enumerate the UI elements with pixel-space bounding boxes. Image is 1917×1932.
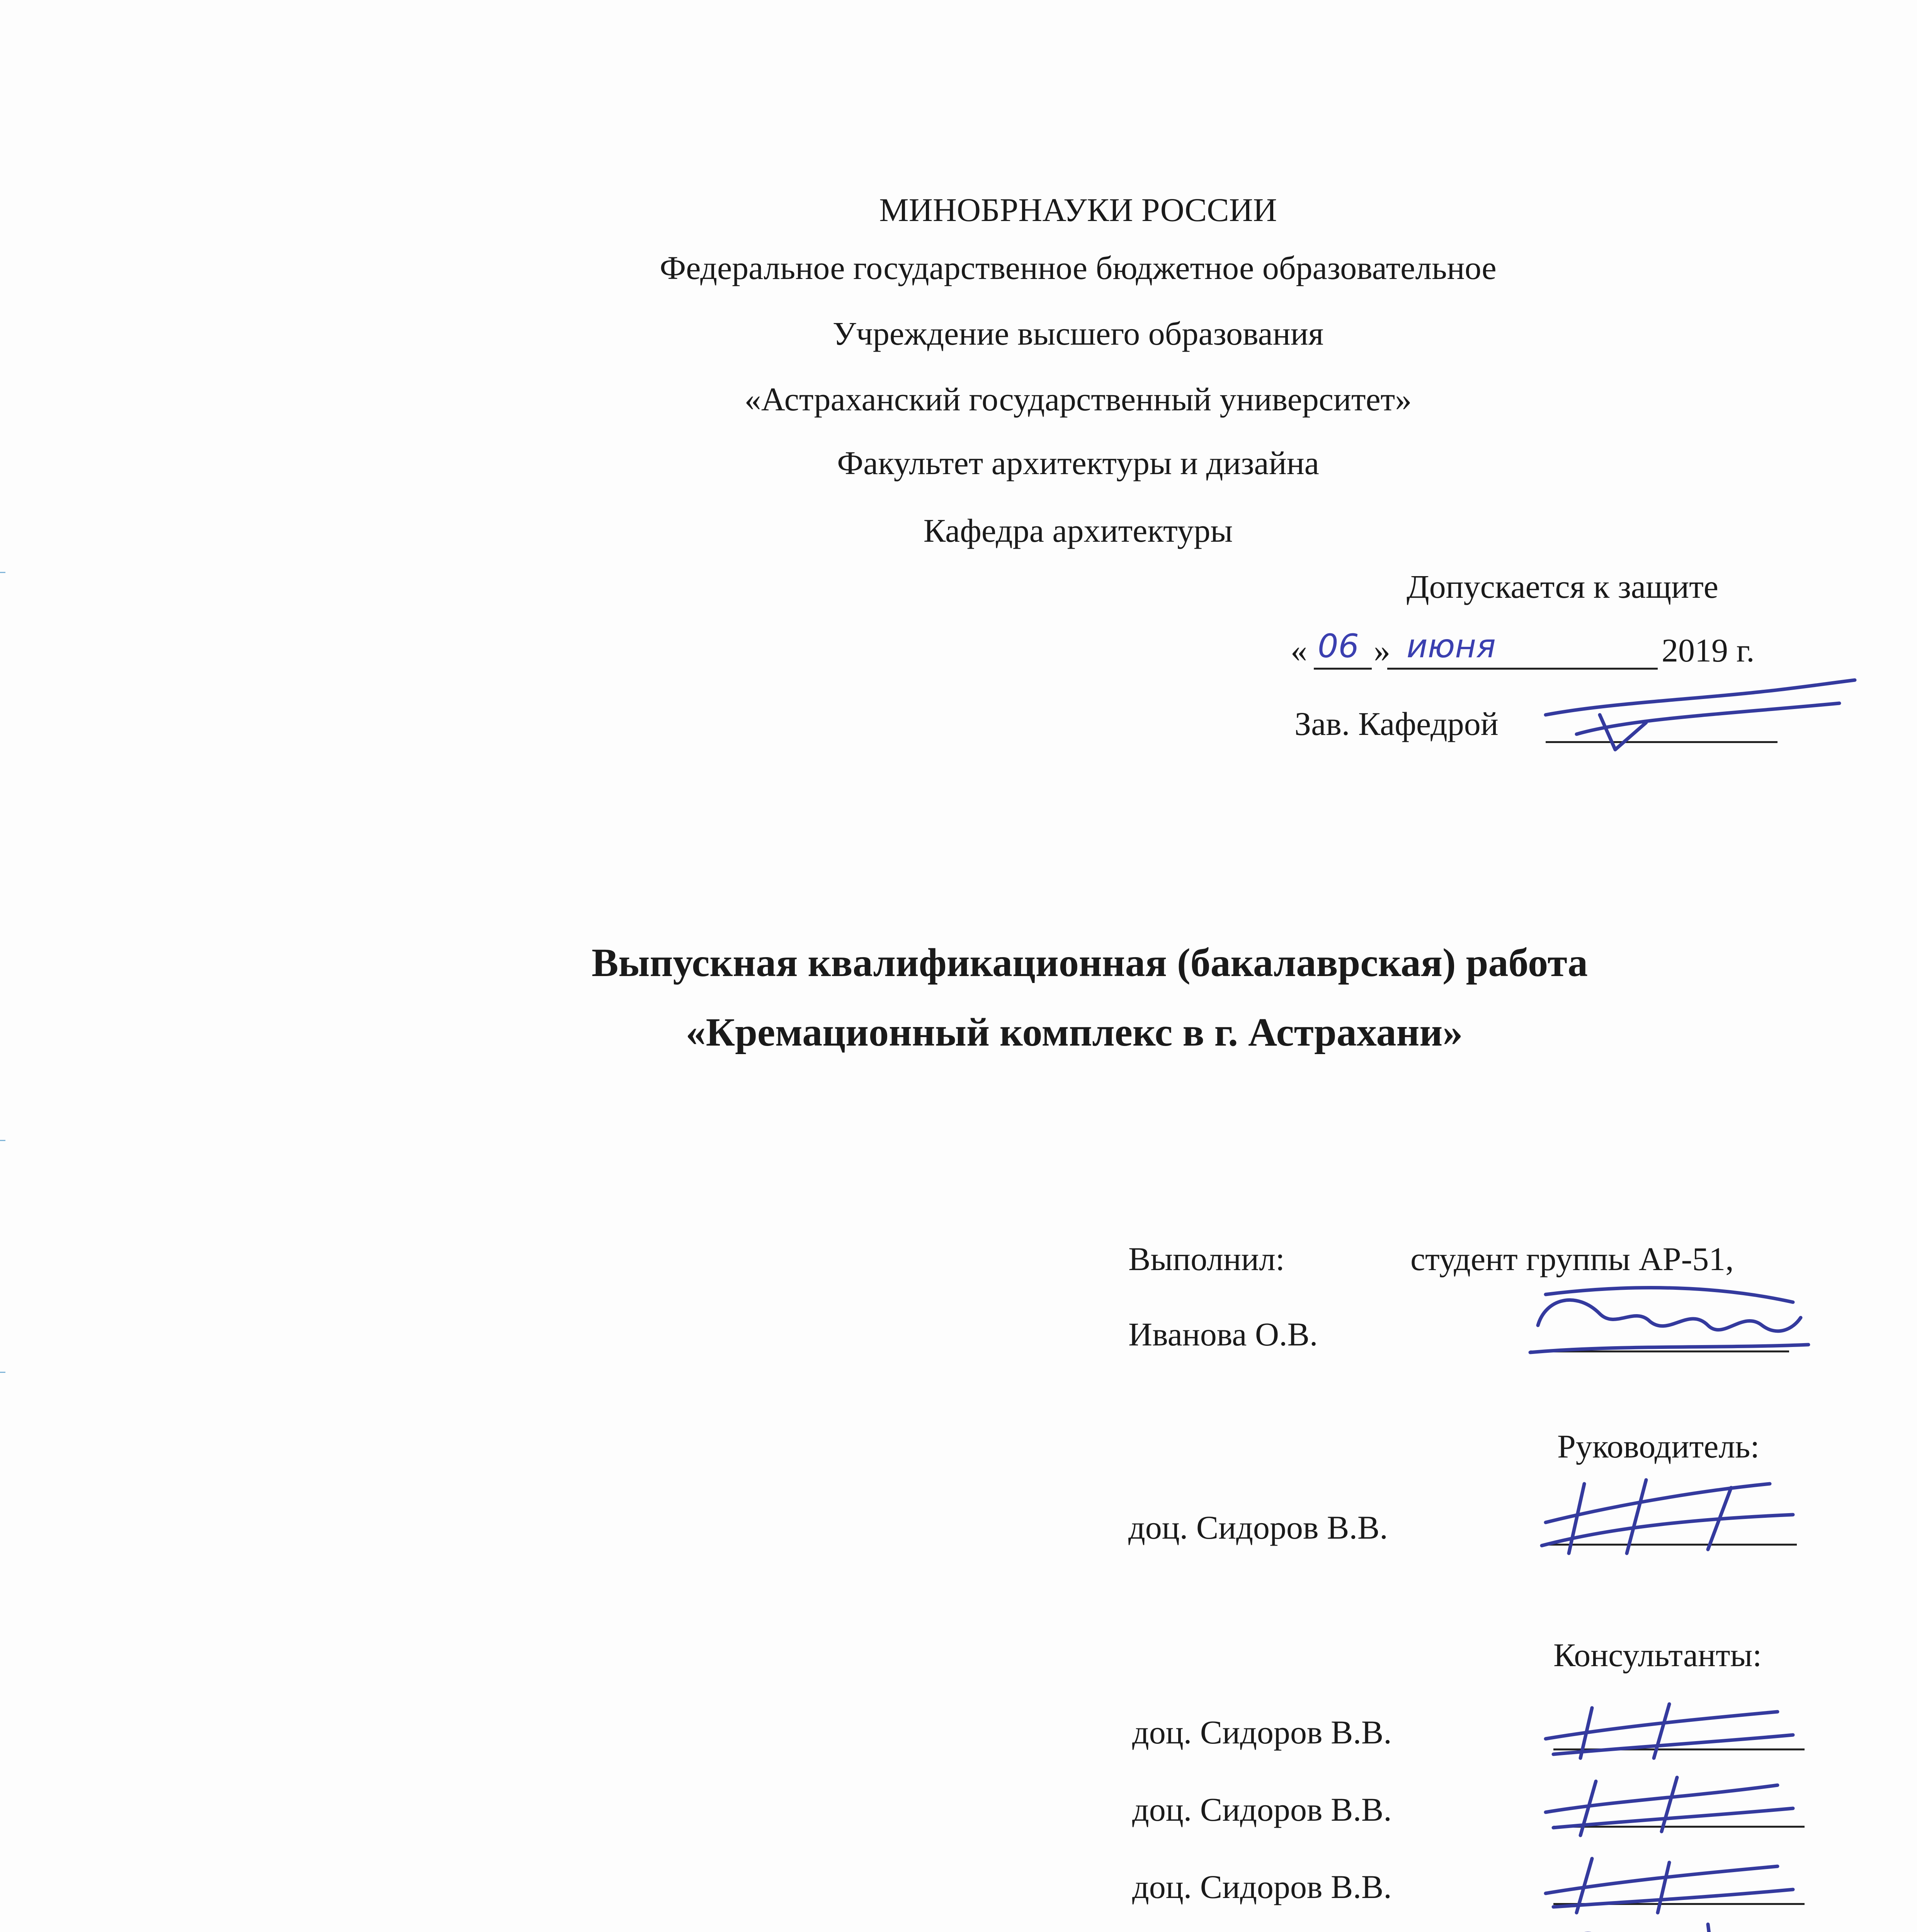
signature-icon [1522, 1267, 1816, 1368]
signature-icon [1530, 1762, 1808, 1839]
supervisor-name: доц. Сидоров В.В. [1128, 1509, 1388, 1546]
signature-icon [1546, 1909, 1824, 1932]
quote-close: » [1374, 632, 1390, 669]
university-name: «Астраханский государственный университет» [744, 381, 1412, 418]
work-topic-title: «Кремационный комплекс в г. Астрахани» [685, 1010, 1463, 1054]
author-name: Иванова О.В. [1128, 1316, 1318, 1353]
faculty-name: Факультет архитектуры и дизайна [837, 444, 1319, 481]
institution-type: Федеральное государственное бюджетное образовательное [660, 249, 1497, 286]
consultants-label: Консультанты: [1553, 1636, 1762, 1673]
signature-icon [1530, 1839, 1808, 1917]
margin-mark [0, 1372, 5, 1373]
signature-icon [1530, 1685, 1808, 1762]
day-underline [1314, 668, 1372, 670]
approval-year: 2019 г. [1662, 632, 1755, 669]
consultant-name: доц. Сидоров В.В. [1132, 1714, 1392, 1751]
signature-icon [1530, 657, 1863, 757]
margin-mark [0, 572, 5, 573]
institution-level: Учреждение высшего образования [832, 315, 1324, 352]
consultant-name: доц. Сидоров В.В. [1132, 1868, 1392, 1905]
head-of-department-label: Зав. Кафедрой [1294, 705, 1499, 742]
signature-icon [1530, 1461, 1808, 1561]
approval-day: 06 [1318, 627, 1359, 665]
consultant-name: доц. Сидоров В.В. [1132, 1791, 1392, 1828]
margin-mark [0, 1140, 5, 1141]
admitted-to-defense: Допускается к защите [1407, 568, 1718, 605]
supervisor-label: Руководитель: [1557, 1428, 1760, 1465]
ministry-name: МИНОБРНАУКИ РОССИИ [879, 191, 1277, 228]
approval-month: июня [1407, 627, 1496, 665]
quote-open: « [1291, 632, 1307, 669]
author-label: Выполнил: [1128, 1240, 1285, 1277]
author-group: студент группы АР-51, [1410, 1240, 1734, 1277]
department-name: Кафедра архитектуры [923, 512, 1233, 549]
work-type-title: Выпускная квалификационная (бакалаврская) работа [591, 940, 1588, 985]
